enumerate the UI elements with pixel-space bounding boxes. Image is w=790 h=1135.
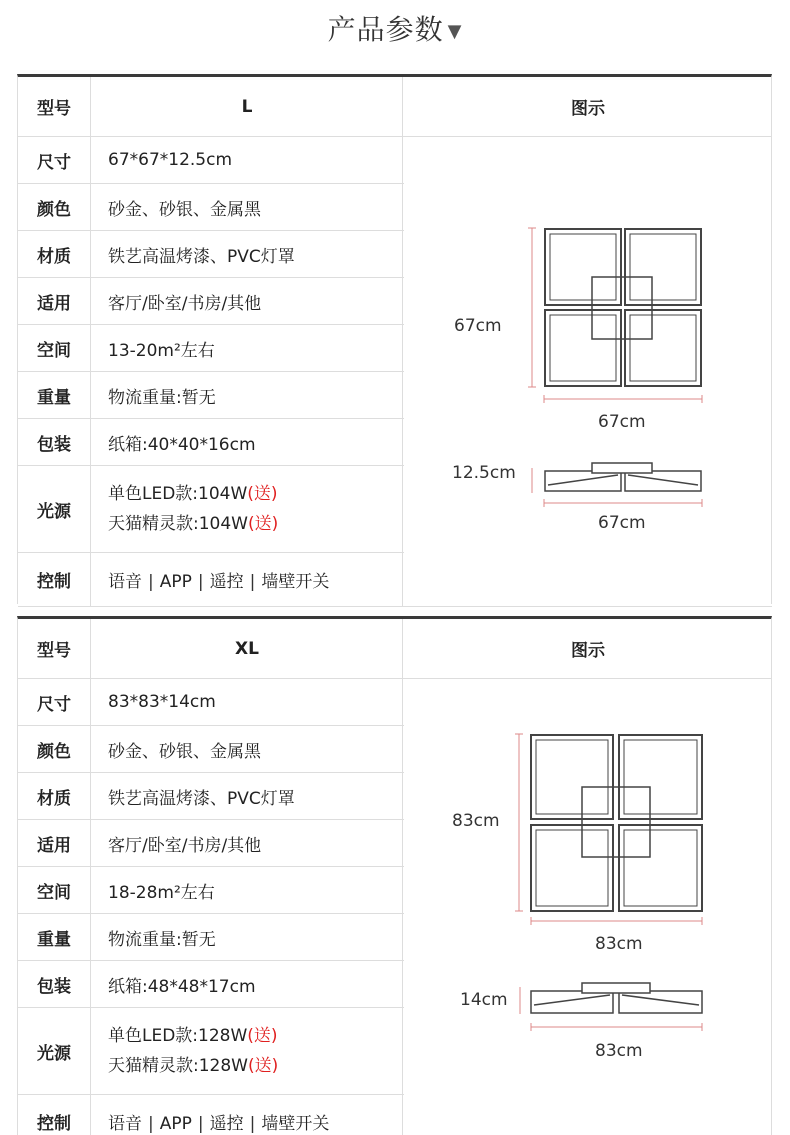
- gift-badge: (送): [247, 484, 278, 504]
- row-value: 客厅/卧室/书房/其他: [92, 820, 403, 866]
- row-label: 控制: [18, 1095, 91, 1135]
- table-row-weight: [18, 914, 404, 961]
- table-row-usage: [18, 820, 404, 867]
- lamp-squares: [531, 735, 702, 911]
- row-value: 13-20m²左右: [92, 325, 403, 371]
- row-value: 物流重量:暂无: [92, 372, 403, 418]
- dim-width: 83cm: [595, 934, 643, 954]
- table-row-control: [18, 553, 404, 607]
- control-voice: 语音: [108, 572, 142, 592]
- row-label: 材质: [18, 773, 91, 819]
- light-line-2-text: 天猫精灵款:128W: [108, 1056, 248, 1076]
- lamp-side-view: [545, 463, 701, 491]
- light-line-2: [108, 1051, 402, 1081]
- gift-badge: (送): [247, 1026, 278, 1046]
- dim-side-width: 83cm: [595, 1041, 643, 1061]
- header-label: 型号: [18, 77, 91, 136]
- table-row-package: [18, 419, 404, 466]
- separator: |: [249, 572, 256, 592]
- spec-table-xl: [17, 616, 772, 1135]
- table-row-color: [18, 726, 404, 773]
- row-label: 空间: [18, 867, 91, 913]
- dim-thickness: 12.5cm: [452, 463, 516, 483]
- table-row-space: [18, 325, 404, 372]
- gift-badge: (送): [247, 1056, 279, 1076]
- control-app: APP: [159, 1114, 192, 1134]
- lamp-side-view: [531, 983, 702, 1013]
- lamp-squares: [545, 229, 701, 386]
- header-label: 型号: [18, 619, 91, 678]
- row-label: 颜色: [18, 184, 91, 230]
- figure-cell: [404, 679, 772, 1135]
- separator: |: [148, 572, 154, 592]
- control-remote: 遥控: [209, 1114, 244, 1134]
- control-voice: 语音: [108, 1114, 142, 1134]
- row-value: 客厅/卧室/书房/其他: [92, 278, 403, 324]
- table-row-package: [18, 961, 404, 1008]
- light-line-1-text: 单色LED款:128W: [108, 1026, 248, 1046]
- table-row-light: [18, 1008, 404, 1095]
- header-figure: 图示: [571, 641, 605, 661]
- separator: |: [148, 1114, 154, 1134]
- gift-badge: (送): [247, 514, 279, 534]
- table-row-size: [18, 137, 404, 184]
- table-row-space: [18, 867, 404, 914]
- row-value: 纸箱:40*40*16cm: [92, 419, 403, 465]
- light-line-1: [108, 1021, 402, 1051]
- row-label: 颜色: [18, 726, 91, 772]
- table-row-material: [18, 231, 404, 278]
- lamp-top-view-diagram: [404, 137, 772, 607]
- row-value: 砂金、砂银、金属黑: [92, 184, 403, 230]
- row-label: 尺寸: [18, 137, 91, 183]
- row-label: 包装: [18, 419, 91, 465]
- row-label: 尺寸: [18, 679, 91, 725]
- row-label: 适用: [18, 278, 91, 324]
- control-list: [108, 1109, 402, 1134]
- row-value: 18-28m²左右: [92, 867, 403, 913]
- control-wall-switch: 墙壁开关: [261, 1114, 330, 1134]
- spec-table-l: [17, 74, 772, 604]
- figure-cell: [404, 137, 772, 607]
- header-figure: 图示: [571, 99, 605, 119]
- light-line-1-text: 单色LED款:104W: [108, 484, 248, 504]
- control-wall-switch: 墙壁开关: [261, 572, 330, 592]
- table-row-color: [18, 184, 404, 231]
- row-label: 适用: [18, 820, 91, 866]
- row-label: 材质: [18, 231, 91, 277]
- dim-width: 67cm: [598, 412, 646, 432]
- row-label: 空间: [18, 325, 91, 371]
- row-value: [92, 1095, 403, 1135]
- light-line-1: [108, 479, 402, 509]
- lamp-top-view-diagram: [404, 679, 772, 1135]
- separator: |: [249, 1114, 256, 1134]
- row-label: 光源: [18, 466, 91, 552]
- chevron-down-icon: ▼: [447, 21, 463, 42]
- control-app: APP: [159, 572, 192, 592]
- table-row-size: [18, 679, 404, 726]
- control-list: [108, 567, 402, 592]
- row-value: 67*67*12.5cm: [92, 137, 403, 183]
- separator: |: [197, 572, 204, 592]
- table-row-light: [18, 466, 404, 553]
- light-line-2-text: 天猫精灵款:104W: [108, 514, 248, 534]
- row-value: 铁艺高温烤漆、PVC灯罩: [92, 773, 403, 819]
- row-value: [92, 1008, 403, 1094]
- row-value: [92, 466, 403, 552]
- header-model: L: [92, 77, 403, 136]
- table-row-weight: [18, 372, 404, 419]
- dim-height: 83cm: [452, 811, 500, 831]
- row-value: 83*83*14cm: [92, 679, 403, 725]
- row-label: 包装: [18, 961, 91, 1007]
- dim-side-width: 67cm: [598, 513, 646, 533]
- table-row-control: [18, 1095, 404, 1135]
- row-value: 物流重量:暂无: [92, 914, 403, 960]
- separator: |: [197, 1114, 204, 1134]
- table-header-row: [18, 619, 771, 679]
- row-value: 铁艺高温烤漆、PVC灯罩: [92, 231, 403, 277]
- table-row-usage: [18, 278, 404, 325]
- row-label: 重量: [18, 372, 91, 418]
- header-model: XL: [92, 619, 403, 678]
- table-header-row: [18, 77, 771, 137]
- row-label: 重量: [18, 914, 91, 960]
- dim-height: 67cm: [454, 316, 502, 336]
- row-value: 纸箱:48*48*17cm: [92, 961, 403, 1007]
- dim-thickness: 14cm: [460, 990, 508, 1010]
- page-title-text: 产品参数: [327, 13, 444, 46]
- table-row-material: [18, 773, 404, 820]
- light-line-2: [108, 509, 402, 539]
- row-label: 光源: [18, 1008, 91, 1094]
- row-value: 砂金、砂银、金属黑: [92, 726, 403, 772]
- control-remote: 遥控: [209, 572, 244, 592]
- row-label: 控制: [18, 553, 91, 606]
- row-value: [92, 553, 403, 606]
- page-title: [0, 8, 790, 48]
